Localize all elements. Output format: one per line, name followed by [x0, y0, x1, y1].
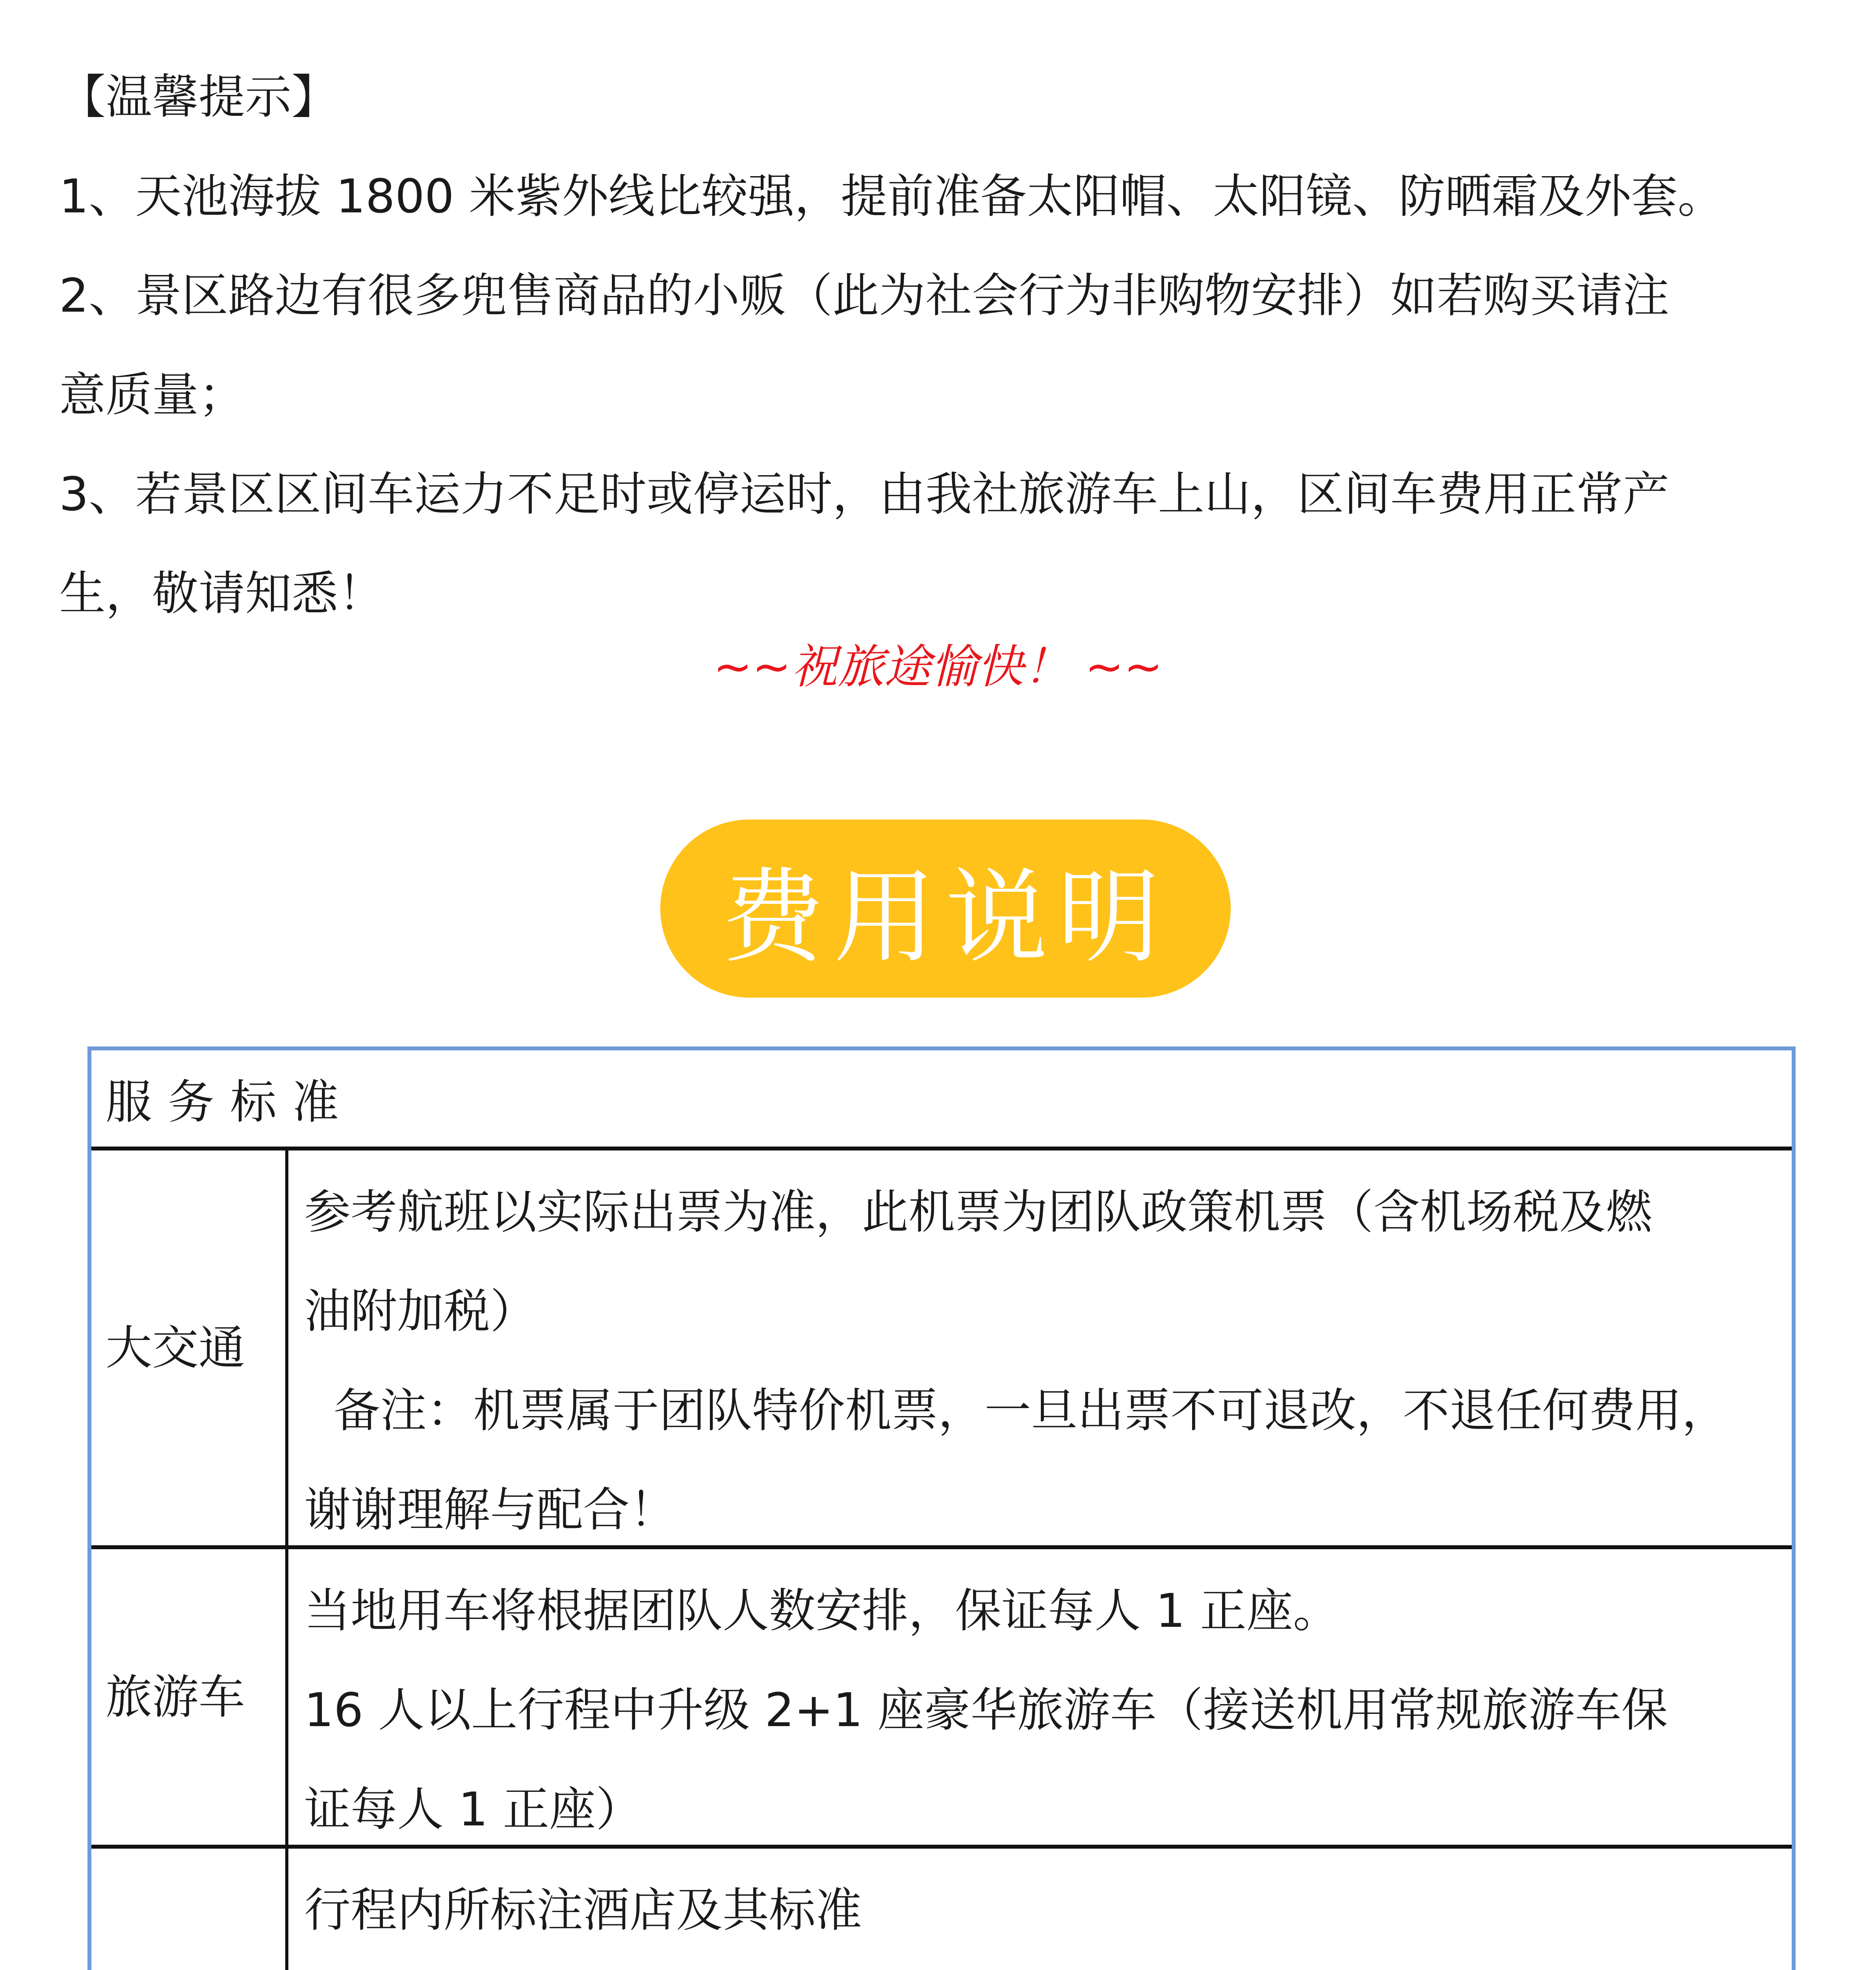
table-row [91, 1849, 1792, 1970]
row-content [304, 1162, 1785, 1559]
fee-table [87, 1046, 1796, 1970]
table-row [91, 1150, 1792, 1549]
row-line: 备注：机票属于团队特价机票，一旦出票不可退改，不退任何费用， [304, 1383, 1729, 1438]
row-content [304, 1860, 1785, 1970]
row-line: 行程内所标注酒店及其标准 [304, 1883, 862, 1937]
table-row [91, 1549, 1792, 1849]
section-title-badge [660, 820, 1231, 998]
section-title: 费用说明 [722, 858, 1169, 977]
row-content [304, 1561, 1785, 1859]
tips-line: 2、景区路边有很多兜售商品的小贩（此为社会行为非购物安排）如若购买请注 [59, 268, 1670, 323]
table-header: 服务标准 [106, 1075, 355, 1129]
tips-line: 3、若景区区间车运力不足时或停运时，由我社旅游车上山，区间车费用正常产 [59, 467, 1670, 521]
row-line: 油附加税） [304, 1284, 537, 1338]
tips-title: 【温馨提示】 [59, 70, 338, 124]
row-line: 参考航班以实际出票为准，此机票为团队政策机票（含机场税及燃 [304, 1185, 1653, 1239]
tips-line: 生，敬请知悉！ [59, 566, 385, 621]
table-header-row [91, 1050, 1792, 1150]
tips-line: 意质量； [59, 368, 245, 422]
row-line: 谢谢理解与配合！ [304, 1483, 676, 1537]
tips-section [59, 47, 1820, 643]
row-label: 旅游车 [91, 1549, 288, 1845]
tips-line: 1、天池海拔 1800 米紫外线比较强，提前准备太阳帽、太阳镜、防晒霜及外套。 [59, 169, 1724, 223]
row-line: 当地用车将根据团队人数安排，保证每人 1 正座。 [304, 1583, 1340, 1638]
farewell-text: ~~祝旅途愉快！ ~~ [713, 639, 1163, 694]
row-label [91, 1849, 288, 1970]
row-line [304, 1960, 1785, 1970]
row-line: 证每人 1 正座） [304, 1782, 643, 1836]
row-label: 大交通 [91, 1150, 288, 1545]
row-line: 16 人以上行程中升级 2+1 座豪华旅游车（接送机用常规旅游车保 [304, 1683, 1668, 1737]
